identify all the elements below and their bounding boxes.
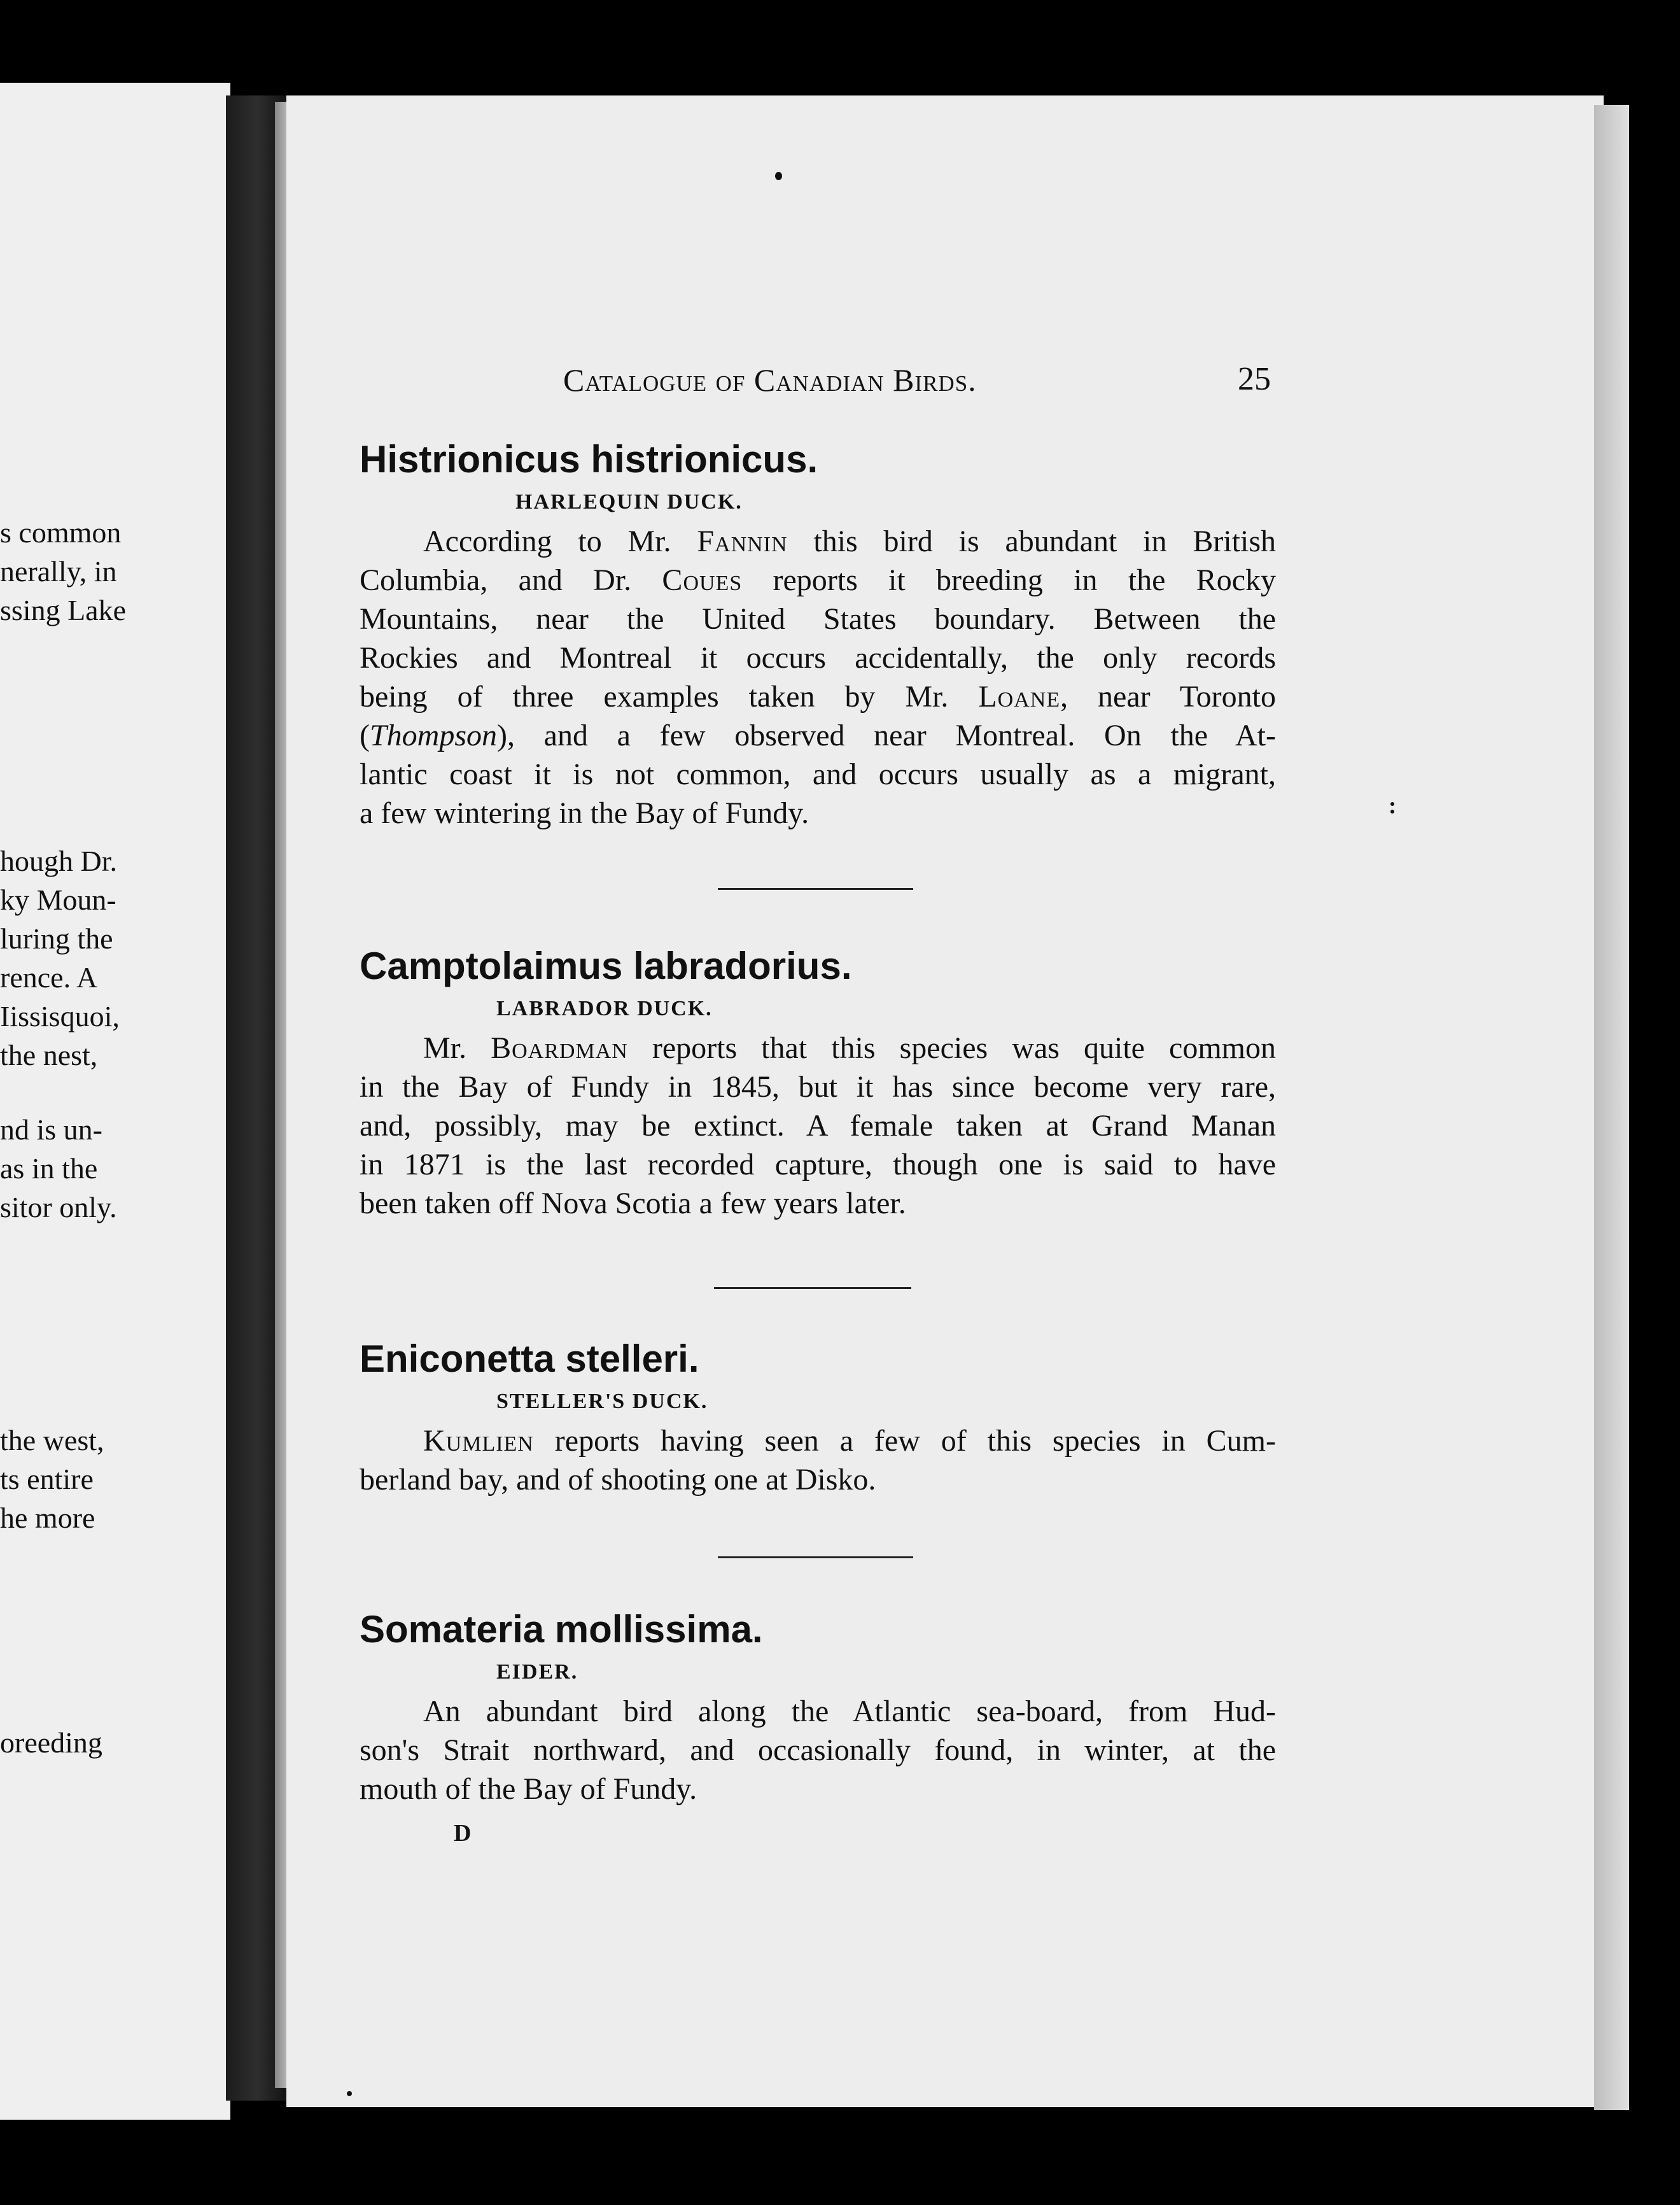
section-divider [718, 1556, 913, 1558]
left-page-fragment: s common [0, 516, 122, 549]
entry-text [360, 522, 1276, 833]
species-name: Eniconetta stelleri. [360, 1337, 699, 1380]
page-edge-shadow [1594, 105, 1629, 2110]
entry-text [360, 1029, 1276, 1223]
left-page-fragment: nerally, in [0, 555, 117, 588]
common-name: EIDER. [496, 1660, 578, 1684]
left-facing-page [0, 83, 230, 2120]
species-entry [360, 947, 1276, 1223]
section-divider [714, 1287, 911, 1289]
page-number: 25 [1238, 361, 1271, 397]
text-line: According to Mr. Fannin this bird is abundant in British [423, 525, 1277, 558]
left-page-fragment: the nest, [0, 1039, 98, 1071]
text-line: in 1871 is the last recorded capture, though one is said to have [360, 1148, 1276, 1181]
print-speck [347, 2091, 352, 2096]
species-name: Histrionicus histrionicus. [360, 438, 818, 481]
print-speck [1390, 810, 1394, 814]
text-line: An abundant bird along the Atlantic sea-board, from Hud- [423, 1694, 1276, 1728]
text-line: and, possibly, may be extinct. A female taken at Grand Manan [360, 1109, 1276, 1143]
left-page-fragment: nd is un- [0, 1113, 102, 1146]
text-line: a few wintering in the Bay of Fundy. [360, 796, 809, 830]
left-page-fragment: he more [0, 1502, 95, 1534]
text-line: being of three examples taken by Mr. Loane, near Toronto [360, 680, 1277, 714]
common-name: STELLER'S DUCK. [496, 1390, 708, 1413]
text-line: Mountains, near the United States boundary. Between the [360, 602, 1276, 636]
species-entry [360, 440, 1276, 833]
text-line: Columbia, and Dr. Coues reports it breeding in the Rocky [360, 563, 1276, 597]
print-speck [1390, 802, 1394, 806]
left-page-fragment: hough Dr. [0, 845, 117, 877]
text-line: Kumlien reports having seen a few of this species in Cum- [423, 1424, 1276, 1458]
entry-text [360, 1692, 1276, 1808]
text-line: been taken off Nova Scotia a few years later. [360, 1187, 906, 1220]
left-page-fragment: Iissisquoi, [0, 1000, 120, 1032]
common-name: HARLEQUIN DUCK. [515, 490, 743, 514]
species-name: Somateria mollissima. [360, 1608, 763, 1651]
text-line: berland bay, and of shooting one at Disko. [360, 1463, 876, 1497]
text-line: mouth of the Bay of Fundy. [360, 1772, 697, 1806]
section-divider [718, 888, 913, 890]
text-line: lantic coast it is not common, and occurs usually as a migrant, [360, 757, 1276, 791]
entry-text [360, 1421, 1276, 1499]
signature-mark: D [454, 1820, 472, 1847]
running-head: Catalogue of Canadian Birds. [563, 362, 977, 398]
print-speck [775, 172, 782, 180]
text-line: (Thompson), and a few observed near Montreal. On the At- [360, 719, 1276, 752]
text-line: Rockies and Montreal it occurs accidentally, the only records [360, 641, 1276, 675]
common-name: LABRADOR DUCK. [496, 997, 713, 1020]
left-page-fragment: oreeding [0, 1726, 102, 1759]
left-page-fragment: ts entire [0, 1463, 94, 1495]
left-page-fragment: rence. A [0, 961, 98, 994]
left-page-fragment: sitor only. [0, 1191, 117, 1223]
text-line: son's Strait northward, and occasionally found, in winter, at the [360, 1733, 1276, 1767]
left-page-fragment: the west, [0, 1424, 104, 1456]
species-name: Camptolaimus labradorius. [360, 945, 852, 987]
text-line: Mr. Boardman reports that this species was quite common [423, 1031, 1277, 1065]
left-page-fragment: luring the [0, 922, 113, 955]
left-page-fragment: as in the [0, 1152, 98, 1185]
left-page-fragment: ssing Lake [0, 594, 127, 626]
text-line: in the Bay of Fundy in 1845, but it has since become very rare, [360, 1070, 1276, 1104]
species-entry [360, 1337, 1276, 1499]
left-page-fragment: ky Moun- [0, 884, 116, 916]
species-entry [360, 1610, 1276, 1808]
